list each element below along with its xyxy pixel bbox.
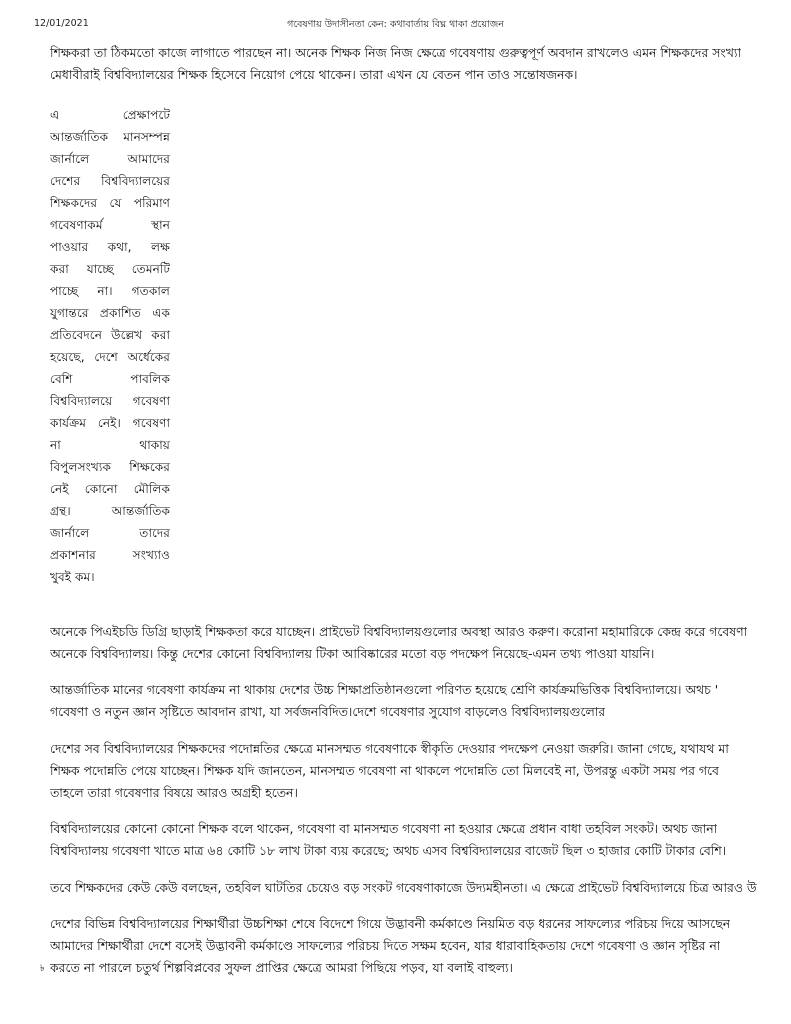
column-line: খুবই কম। <box>50 570 95 584</box>
column-line: গ্রন্থ। আন্তর্জাতিক <box>50 504 170 518</box>
margin-mark: ৳ <box>40 964 45 974</box>
column-line: আন্তর্জাতিক মানসম্পন্ন <box>50 130 170 144</box>
column-line: বিপুলসংখ্যক শিক্ষকের <box>50 460 170 474</box>
print-date: 12/01/2021 <box>34 18 89 29</box>
body-line: তবে শিক্ষকদের কেউ কেউ বলছেন, তহবিল ঘাটতির চেয়েও বড় সংকট গবেষণাকাজে উদ্যমহীনতা। এ ক্ষেত্রে প্রাইভেট বিশ্ববিদ্যালয়ে চিত্র আরও উ <box>50 880 757 895</box>
column-line: না থাকায় <box>50 438 170 452</box>
column-line: গবেষণাকর্ম স্থান <box>50 218 170 232</box>
column-line: দেশের বিশ্ববিদ্যালয়ের <box>50 174 170 188</box>
column-line: বিশ্ববিদ্যালয়ে গবেষণা <box>50 394 170 408</box>
column-line: পাচ্ছে না। গতকাল <box>50 284 170 298</box>
column-line: প্রতিবেদনে উল্লেখ করা <box>50 328 170 342</box>
column-line: এ প্রেক্ষাপটে <box>50 108 170 122</box>
body-line: বিশ্ববিদ্যালয়ের কোনো কোনো শিক্ষক বলে থাকেন, গবেষণা বা মানসম্মত গবেষণা না হওয়ার ক্ষেত্রে প্রধান বাধা তহবিল সংকট। অথচ জানা <box>50 821 718 836</box>
column-line: নেই কোনো মৌলিক <box>50 482 170 496</box>
column-line: জার্নালে তাদের <box>50 526 170 540</box>
body-line: আন্তর্জাতিক মানের গবেষণা কার্যক্রম না থাকায় দেশের উচ্চ শিক্ষাপ্রতিষ্ঠানগুলো পরিণত হয়েছে শ্রেণি কার্যক্রমভিত্তিক বিশ্ববিদ্যালয়ে। অথচ ' <box>50 682 719 697</box>
body-line: বিশ্ববিদ্যালয় গবেষণা খাতে মাত্র ৬৪ কোটি ১৮ লাখ টাকা ব্যয় করেছে; অথচ এসব বিশ্ববিদ্যালয়ের বাজেট ছিল ৩ হাজার কোটি টাকার বেশি। <box>50 843 727 858</box>
body-line: অনেকে পিএইচডি ডিগ্রি ছাড়াই শিক্ষকতা করে যাচ্ছেন। প্রাইভেট বিশ্ববিদ্যালয়গুলোর অবস্থা আরও করুণ। করোনা মহামারিকে কেন্দ্র করে গবেষণা <box>50 624 748 639</box>
body-line: গবেষণা ও নতুন জ্ঞান সৃষ্টিতে আবদান রাখা, যা সর্বজনবিদিত।দেশে গবেষণার সুযোগ বাড়লেও বিশ্ববিদ্যালয়গুলোর <box>50 704 606 719</box>
body-line: অনেকে বিশ্ববিদ্যালয়। কিন্তু দেশের কোনো বিশ্ববিদ্যালয় টিকা আবিষ্কারের মতো বড় পদক্ষেপ নিয়েছে-এমন তথ্য পাওয়া যায়নি। <box>50 646 655 661</box>
column-line: কার্যক্রম নেই। গবেষণা <box>50 416 170 430</box>
column-line: পাওয়ার কথা, লক্ষ <box>50 240 170 254</box>
column-line: হয়েছে, দেশে অর্ধেকের <box>50 350 170 364</box>
column-line: যুগান্তরে প্রকাশিত এক <box>50 306 170 320</box>
body-line: তাহলে তারা গবেষণার বিষয়ে আরও অগ্রহী হতেন। <box>50 785 298 800</box>
column-line: বেশি পাবলিক <box>50 372 170 386</box>
body-line: শিক্ষকরা তা ঠিকমতো কাজে লাগাতে পারছেন না। অনেক শিক্ষক নিজ নিজ ক্ষেত্রে গবেষণায় গুরুত্বপূর্ণ অবদান রাখলেও এমন শিক্ষকদের সংখ্যা <box>50 45 742 60</box>
body-line: দেশের সব বিশ্ববিদ্যালয়ের শিক্ষকদের পদোন্নতির ক্ষেত্রে মানসম্মত গবেষণাকে স্বীকৃতি দেওয়ার পদক্ষেপ নেওয়া জরুরি। জানা গেছে, যথাযথ মা <box>50 741 729 756</box>
body-line: দেশের বিভিন্ন বিশ্ববিদ্যালয়ের শিক্ষার্থীরা উচ্চশিক্ষা শেষে বিদেশে গিয়ে উদ্ভাবনী কর্মকাণ্ডে নিয়মিত বড় ধরনের সাফল্যের পরিচয় দিয়ে আসছেন <box>50 916 731 931</box>
body-line: মেধাবীরাই বিশ্ববিদ্যালয়ের শিক্ষক হিসেবে নিয়োগ পেয়ে থাকেন। তারা এখন যে বেতন পান তাও সন্তোষজনক। <box>50 67 578 82</box>
column-line: জার্নালে আমাদের <box>50 152 170 166</box>
column-line: করা যাচ্ছে তেমনটি <box>50 262 170 276</box>
body-line: আমাদের শিক্ষার্থীরা দেশে বসেই উদ্ভাবনী কর্মকাণ্ডে সাফল্যের পরিচয় দিতে সক্ষম হবেন, যার ধারাবাহিকতায় দেশে গবেষণা ও জ্ঞান সৃষ্টির না <box>50 938 721 953</box>
column-line: প্রকাশনার সংখ্যাও <box>50 548 170 562</box>
body-line: শিক্ষক পদোন্নতি পেয়ে যাচ্ছেন। শিক্ষক যদি জানতেন, মানসম্মত গবেষণা না থাকলে পদোন্নতি তো মিলবেই না, উপরন্তু একটা সময় পর গবে <box>50 763 719 778</box>
column-line: শিক্ষকদের যে পরিমাণ <box>50 196 170 210</box>
body-line: করতে না পারলে চতুর্থ শিল্পবিপ্লবের সুফল প্রাপ্তির ক্ষেত্রে আমরা পিছিয়ে পড়ব, যা বলাই বাহুল্য। <box>50 960 513 975</box>
article-title: গবেষণায় উদাসীনতা কেন: কথাবার্তায় বিঘ্ন থাকা প্রয়োজন <box>287 19 504 30</box>
